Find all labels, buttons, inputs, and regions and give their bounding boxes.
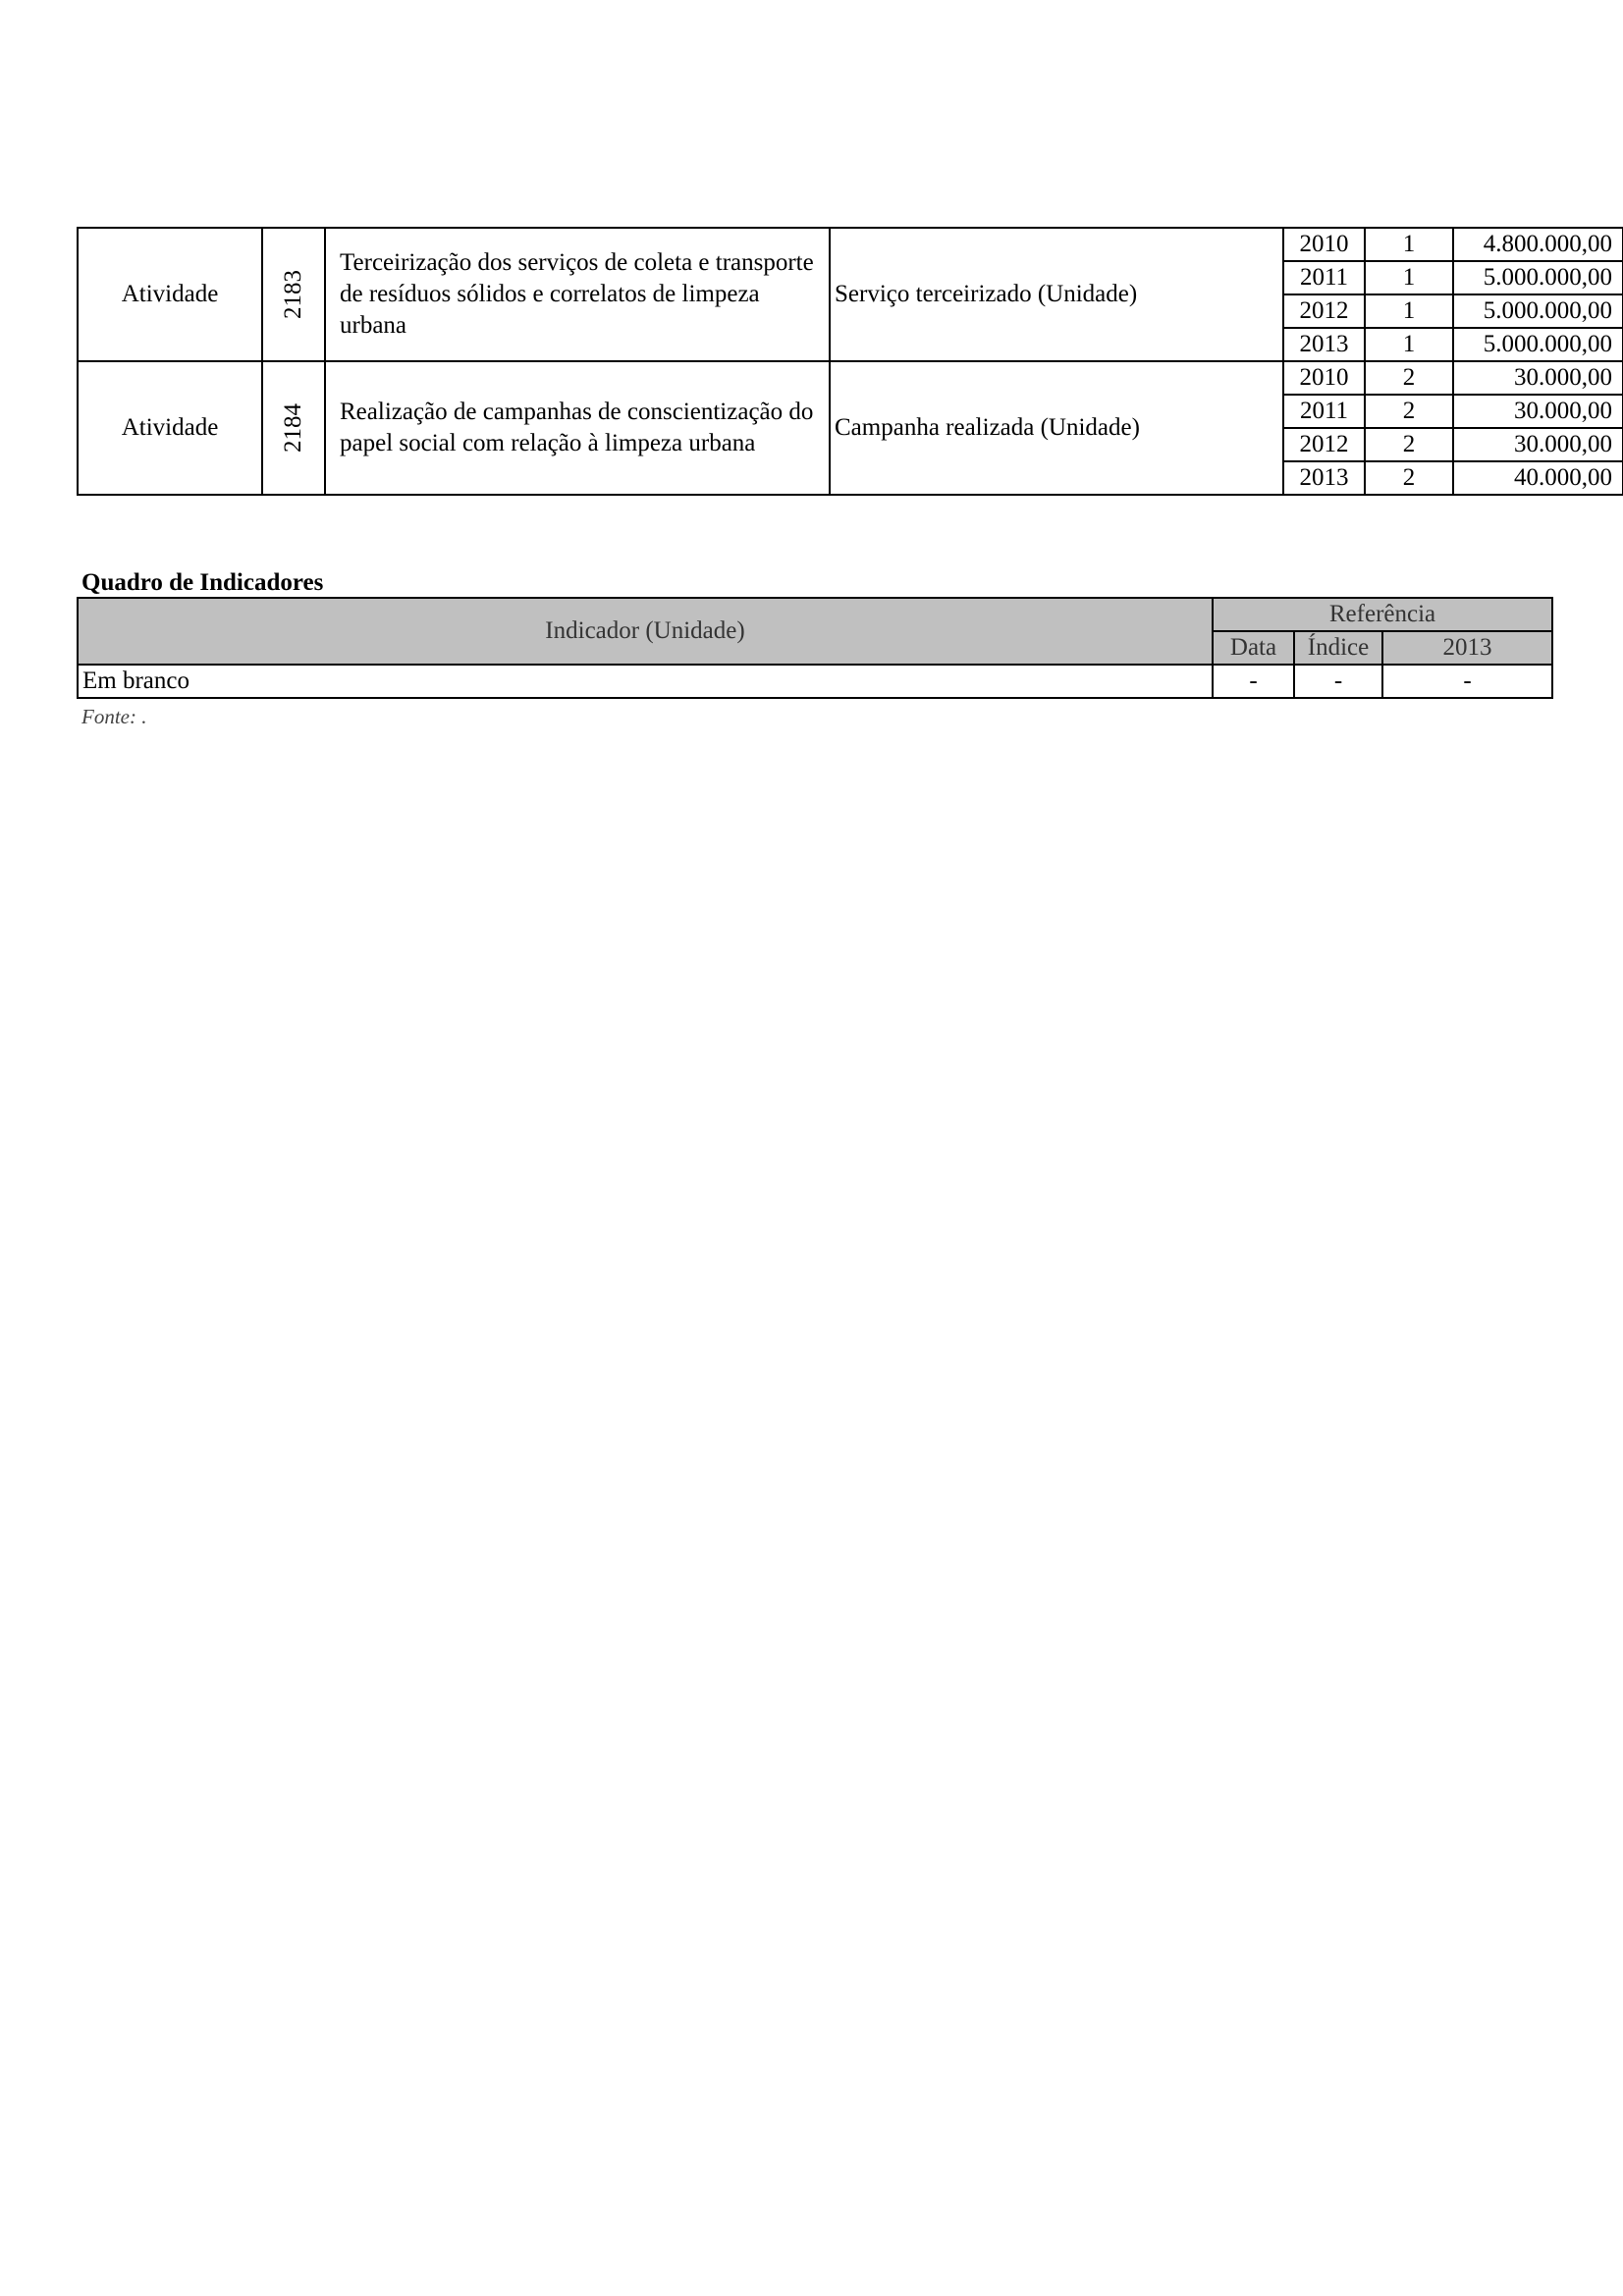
value-cell: 5.000.000,00 [1453, 328, 1623, 361]
index-header: Índice [1294, 631, 1382, 665]
actions-table [77, 227, 1623, 496]
value-cell: 40.000,00 [1453, 461, 1623, 495]
year-header: 2013 [1382, 631, 1552, 665]
indicator-date: - [1213, 665, 1294, 698]
action-product: Campanha realizada (Unidade) [830, 361, 1283, 495]
indicator-name: Em branco [78, 665, 1213, 698]
action-product: Serviço terceirizado (Unidade) [830, 228, 1283, 361]
year-cell: 2013 [1283, 328, 1365, 361]
header-row [78, 598, 1552, 631]
year-cell: 2013 [1283, 461, 1365, 495]
action-description [325, 361, 830, 495]
table-row [78, 228, 1623, 261]
quantity-cell: 1 [1365, 294, 1453, 328]
year-cell: 2012 [1283, 294, 1365, 328]
quantity-cell: 1 [1365, 328, 1453, 361]
quantity-cell: 1 [1365, 261, 1453, 294]
indicators-title: Quadro de Indicadores [81, 569, 324, 596]
year-cell: 2011 [1283, 395, 1365, 428]
quantity-cell: 2 [1365, 395, 1453, 428]
year-cell: 2010 [1283, 228, 1365, 261]
indicators-table [77, 597, 1553, 699]
table-row [78, 361, 1623, 395]
action-code [262, 361, 325, 495]
action-description-text: Terceirização dos serviços de coleta e transporte de resíduos sólidos e correlatos de limpeza urbana [340, 249, 814, 339]
quantity-cell: 1 [1365, 228, 1453, 261]
action-type: Atividade [78, 361, 262, 495]
source-note: Fonte: . [81, 705, 147, 728]
reference-header: Referência [1213, 598, 1552, 631]
year-cell: 2012 [1283, 428, 1365, 461]
value-cell: 5.000.000,00 [1453, 261, 1623, 294]
action-description-text: Realização de campanhas de conscientização do papel social com relação à limpeza urbana [340, 399, 814, 456]
action-description [325, 228, 830, 361]
action-code-text: 2183 [280, 270, 306, 319]
year-cell: 2010 [1283, 361, 1365, 395]
indicator-value: - [1382, 665, 1552, 698]
quantity-cell: 2 [1365, 361, 1453, 395]
action-type: Atividade [78, 228, 262, 361]
quantity-cell: 2 [1365, 461, 1453, 495]
year-cell: 2011 [1283, 261, 1365, 294]
value-cell: 30.000,00 [1453, 395, 1623, 428]
table-row [78, 665, 1552, 698]
indicator-header: Indicador (Unidade) [78, 598, 1213, 665]
value-cell: 4.800.000,00 [1453, 228, 1623, 261]
quantity-cell: 2 [1365, 428, 1453, 461]
date-header: Data [1213, 631, 1294, 665]
action-code [262, 228, 325, 361]
value-cell: 5.000.000,00 [1453, 294, 1623, 328]
value-cell: 30.000,00 [1453, 428, 1623, 461]
action-code-text: 2184 [280, 403, 306, 453]
value-cell: 30.000,00 [1453, 361, 1623, 395]
indicator-index: - [1294, 665, 1382, 698]
